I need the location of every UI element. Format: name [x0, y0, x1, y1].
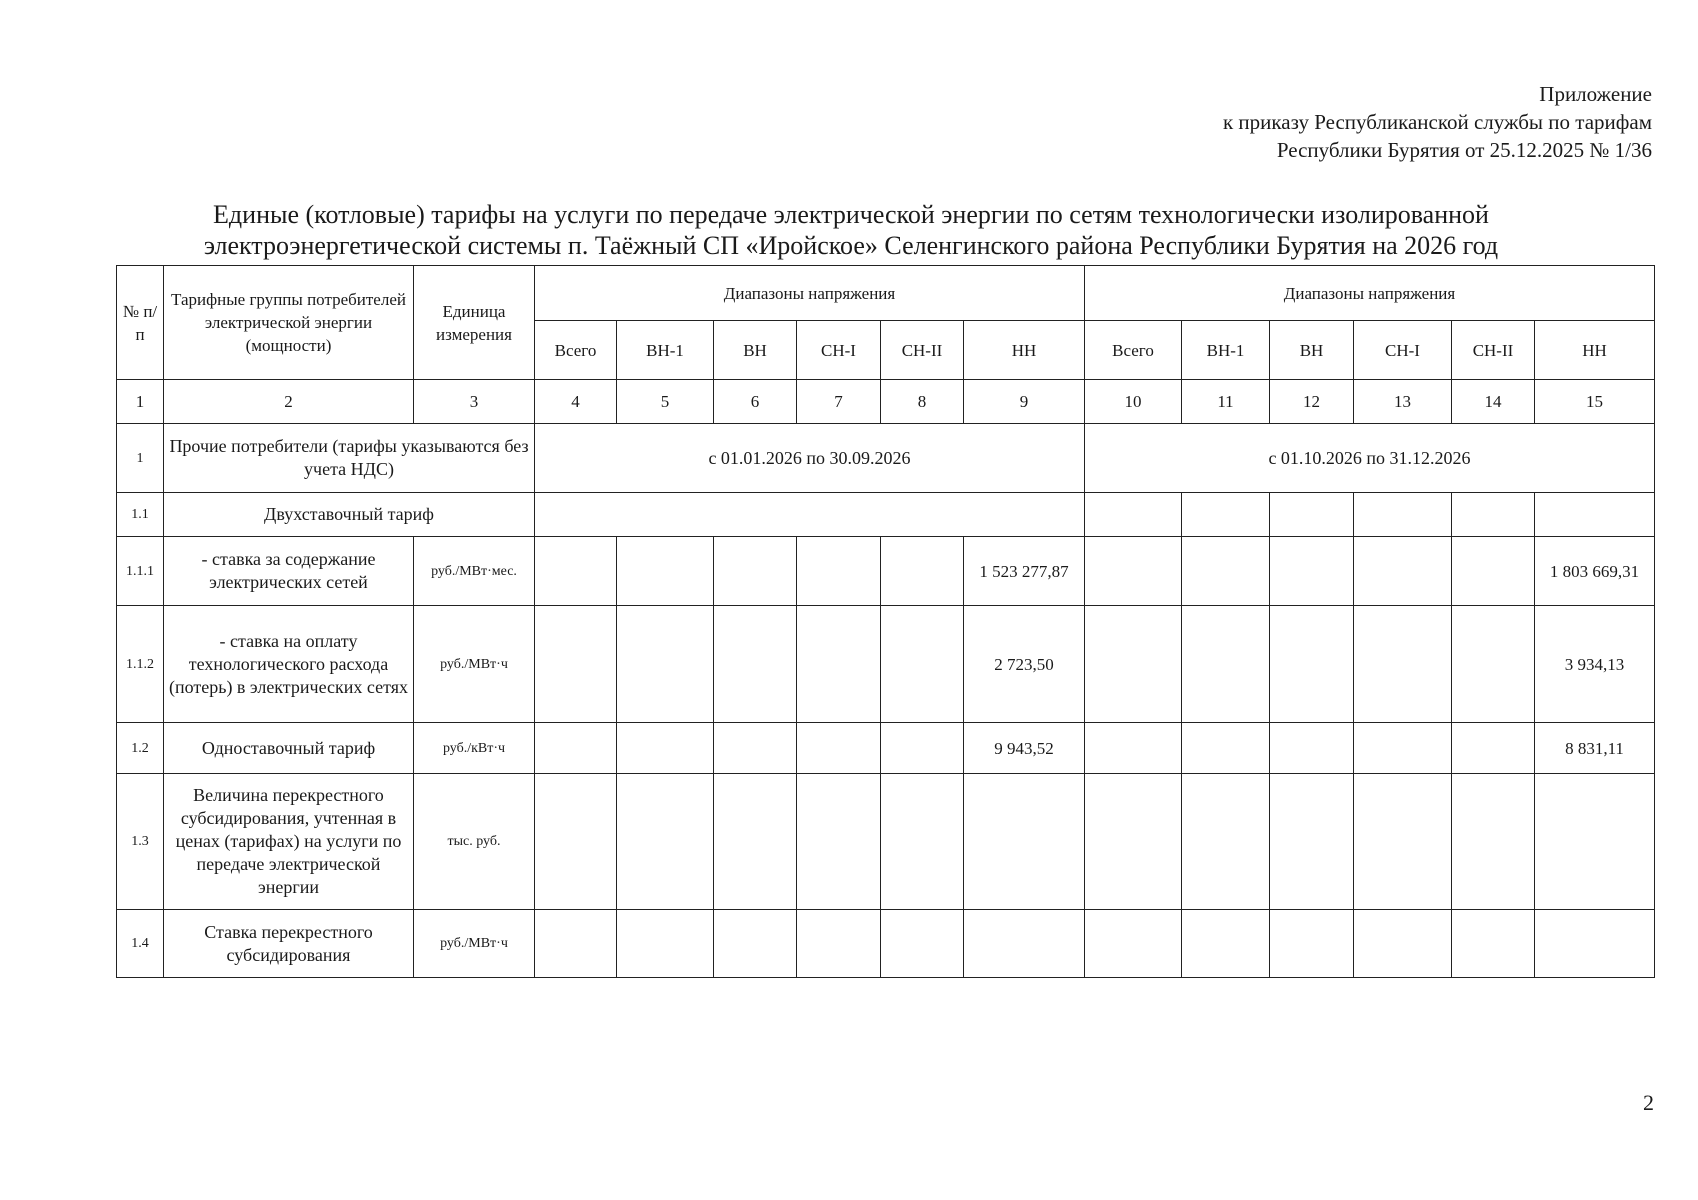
- value-cell: [1085, 537, 1182, 606]
- header-group: Тарифные группы потребителей электрической энергии (мощности): [164, 266, 414, 380]
- row-number: 1.1: [117, 493, 164, 537]
- table-row: [117, 910, 1655, 978]
- value-cell: [1085, 723, 1182, 774]
- value-cell: [1085, 774, 1182, 910]
- row-number: 1: [117, 424, 164, 493]
- column-index: 13: [1354, 380, 1452, 424]
- column-index: 6: [714, 380, 797, 424]
- row-name: Прочие потребители (тарифы указываются без учета НДС): [164, 424, 535, 493]
- value-cell: [881, 774, 964, 910]
- subheader-cell: ВН-1: [1182, 321, 1270, 380]
- value-cell: [1182, 537, 1270, 606]
- value-cell: [797, 910, 881, 978]
- value-cell: [797, 606, 881, 723]
- column-index: 12: [1270, 380, 1354, 424]
- subheader-cell: СН-II: [1452, 321, 1535, 380]
- column-index: 4: [535, 380, 617, 424]
- nn-value-period-2: 3 934,13: [1535, 606, 1655, 723]
- column-index: 15: [1535, 380, 1655, 424]
- value-cell: [1182, 910, 1270, 978]
- period-1: с 01.01.2026 по 30.09.2026: [535, 424, 1085, 493]
- value-cell: [535, 606, 617, 723]
- subheader-cell: СН-I: [1354, 321, 1452, 380]
- value-cell: [617, 723, 714, 774]
- value-cell: [1270, 537, 1354, 606]
- value-cell: [617, 606, 714, 723]
- value-cell: [881, 537, 964, 606]
- nn-value-period-2: 8 831,11: [1535, 723, 1655, 774]
- value-cell: [617, 537, 714, 606]
- subheader-cell: НН: [1535, 321, 1655, 380]
- value-cell: [1452, 723, 1535, 774]
- value-cell: [881, 606, 964, 723]
- value-cell: [1270, 910, 1354, 978]
- value-cell: [617, 910, 714, 978]
- value-cell: [1270, 774, 1354, 910]
- appendix-line-3: Республики Бурятия от 25.12.2025 № 1/36: [1276, 138, 1652, 162]
- row-name: Величина перекрестного субсидирования, учтенная в ценах (тарифах) на услуги по передаче электрической энергии: [164, 774, 414, 910]
- table-row: [117, 537, 1655, 606]
- row-name: Одноставочный тариф: [164, 723, 414, 774]
- table-row: [117, 606, 1655, 723]
- subheader-cell: СН-I: [797, 321, 881, 380]
- title-line-2: электроэнергетической системы п. Таёжный СП «Иройское» Селенгинского района Республики Бурятия на 2026 год: [203, 231, 1499, 260]
- row-name: - ставка на оплату технологического расхода (потерь) в электрических сетях: [164, 606, 414, 723]
- row-unit: руб./МВт·мес.: [414, 537, 535, 606]
- row-number: 1.2: [117, 723, 164, 774]
- value-cell: [797, 537, 881, 606]
- period-2: с 01.10.2026 по 31.12.2026: [1085, 424, 1655, 493]
- row-number: 1.4: [117, 910, 164, 978]
- value-cell: [1535, 910, 1655, 978]
- column-index: 11: [1182, 380, 1270, 424]
- value-cell: [1182, 774, 1270, 910]
- header-voltage-range-1: Диапазоны напряжения: [535, 266, 1085, 321]
- value-cell: [1452, 774, 1535, 910]
- value-cell: [1182, 723, 1270, 774]
- nn-value-period-2: 1 803 669,31: [1535, 537, 1655, 606]
- value-cell: [1354, 493, 1452, 537]
- value-cell: [1354, 537, 1452, 606]
- row-number: 1.3: [117, 774, 164, 910]
- page-number: 2: [1643, 1090, 1654, 1115]
- value-cell: [1354, 606, 1452, 723]
- value-cell: [617, 774, 714, 910]
- value-cell: [797, 723, 881, 774]
- value-cell: [535, 774, 617, 910]
- column-index: 2: [164, 380, 414, 424]
- row-unit: руб./МВт·ч: [414, 910, 535, 978]
- column-index: 14: [1452, 380, 1535, 424]
- row-name: Двухставочный тариф: [164, 493, 535, 537]
- value-cell: [1085, 493, 1182, 537]
- value-cell: [1182, 606, 1270, 723]
- header-unit: Единица измерения: [414, 266, 535, 380]
- appendix-note: [1223, 80, 1652, 164]
- column-index-row: [117, 380, 1655, 424]
- value-cell: [714, 910, 797, 978]
- value-cell: [1085, 606, 1182, 723]
- value-cell: [881, 910, 964, 978]
- column-index: 9: [964, 380, 1085, 424]
- value-cell: [1452, 910, 1535, 978]
- value-cell: [535, 723, 617, 774]
- row-number: 1.1.1: [117, 537, 164, 606]
- column-index: 3: [414, 380, 535, 424]
- table-row: [117, 493, 1655, 537]
- column-index: 7: [797, 380, 881, 424]
- table-row: [117, 774, 1655, 910]
- title-line-1: Единые (котловые) тарифы на услуги по передаче электрической энергии по сетям технологически изолированной: [213, 200, 1489, 229]
- value-cell: [1354, 910, 1452, 978]
- value-cell: [1535, 774, 1655, 910]
- subheader-cell: СН-II: [881, 321, 964, 380]
- appendix-line-2: к приказу Республиканской службы по тарифам: [1222, 110, 1652, 134]
- column-index: 5: [617, 380, 714, 424]
- nn-value-period-1: 2 723,50: [964, 606, 1085, 723]
- value-cell: [535, 537, 617, 606]
- table-row: [117, 723, 1655, 774]
- row-name: Ставка перекрестного субсидирования: [164, 910, 414, 978]
- value-cell: [714, 606, 797, 723]
- value-cell: [1182, 493, 1270, 537]
- document-title: [108, 199, 1594, 261]
- value-cell: [1452, 493, 1535, 537]
- value-cell: [797, 774, 881, 910]
- nn-value-period-1: 1 523 277,87: [964, 537, 1085, 606]
- value-cell: [714, 537, 797, 606]
- subheader-cell: ВН: [714, 321, 797, 380]
- row-unit: тыс. руб.: [414, 774, 535, 910]
- column-index: 1: [117, 380, 164, 424]
- value-cell: [1085, 910, 1182, 978]
- value-cell: [1535, 493, 1655, 537]
- header-num: № п/п: [117, 266, 164, 380]
- value-cell: [714, 723, 797, 774]
- tariff-table: [116, 265, 1655, 978]
- value-cell: [1354, 774, 1452, 910]
- appendix-line-1: Приложение: [1539, 82, 1652, 106]
- value-cell: [535, 910, 617, 978]
- subheader-cell: ВН: [1270, 321, 1354, 380]
- value-cell: [964, 910, 1085, 978]
- value-cell: [535, 493, 1085, 537]
- row-name: - ставка за содержание электрических сетей: [164, 537, 414, 606]
- value-cell: [1452, 606, 1535, 723]
- value-cell: [714, 774, 797, 910]
- value-cell: [1270, 606, 1354, 723]
- column-index: 10: [1085, 380, 1182, 424]
- header-voltage-range-2: Диапазоны напряжения: [1085, 266, 1655, 321]
- value-cell: [881, 723, 964, 774]
- header-row: [117, 266, 1655, 321]
- row-number: 1.1.2: [117, 606, 164, 723]
- row-unit: руб./кВт·ч: [414, 723, 535, 774]
- subheader-cell: Всего: [1085, 321, 1182, 380]
- value-cell: [1452, 537, 1535, 606]
- section-row: [117, 424, 1655, 493]
- value-cell: [1270, 493, 1354, 537]
- value-cell: [1270, 723, 1354, 774]
- column-index: 8: [881, 380, 964, 424]
- row-unit: руб./МВт·ч: [414, 606, 535, 723]
- value-cell: [964, 774, 1085, 910]
- subheader-cell: ВН-1: [617, 321, 714, 380]
- nn-value-period-1: 9 943,52: [964, 723, 1085, 774]
- value-cell: [1354, 723, 1452, 774]
- subheader-cell: Всего: [535, 321, 617, 380]
- subheader-cell: НН: [964, 321, 1085, 380]
